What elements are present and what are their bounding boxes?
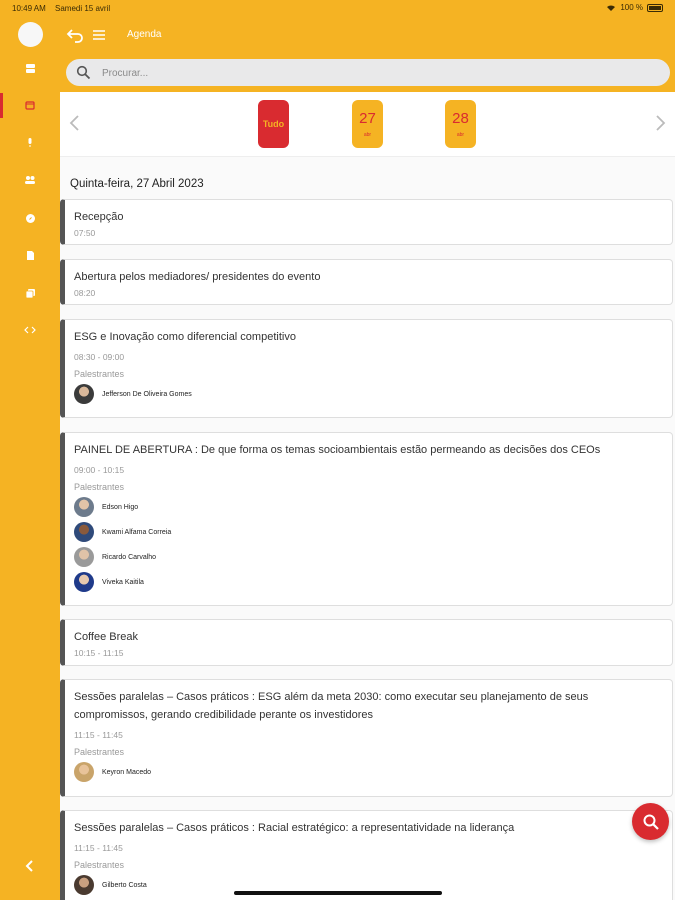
agenda-content [60,92,675,900]
speaker-avatar [74,384,94,404]
app-header [60,16,675,56]
session-time: 08:30 - 09:00 [74,352,125,362]
session-title: Sessões paralelas – Casos práticos : Racial estratégico: a representatividade na liderança [74,822,515,834]
stack-icon [25,63,36,74]
speaker-name: Jefferson De Oliveira Gomes [102,390,192,398]
speaker-avatar [74,497,94,517]
date-chip-number: 28 [452,109,469,127]
date-chip-all[interactable]: Tudo [258,100,289,148]
speaker-name: Keyron Macedo [102,768,152,776]
sidebar [0,16,60,900]
speaker-item[interactable] [74,762,663,782]
session-time: 07:50 [74,228,96,238]
status-date: Samedi 15 avril [55,4,111,13]
speaker-name: Gilberto Costa [102,881,147,889]
date-chip-month: abr [363,131,372,138]
chevron-left-icon [68,114,82,132]
session-title: PAINEL DE ABERTURA : De que forma os temas socioambientais estão permeando as decisões dos CEOs [74,444,601,456]
speakers-label: Palestrantes [74,747,125,757]
people-icon [24,175,36,185]
back-button[interactable] [66,26,84,44]
battery-percent: 100 % [620,3,643,12]
status-time: 10:49 AM [12,4,46,13]
avatar[interactable] [18,22,43,47]
battery-icon [647,4,663,12]
back-icon [66,26,84,44]
speaker-avatar [74,875,94,895]
speaker-avatar [74,547,94,567]
speaker-avatar [74,522,94,542]
session-title: Coffee Break [74,631,139,643]
session-card[interactable] [60,432,673,606]
session-time: 09:00 - 10:15 [74,465,125,475]
date-chip-number: 27 [359,109,376,127]
date-chip-month: abr [456,131,465,138]
date-chip-27[interactable] [352,100,383,148]
date-selector [60,92,675,157]
sidebar-item-compass[interactable] [22,210,38,226]
speaker-avatar [74,762,94,782]
speaker-item[interactable] [74,572,663,592]
wifi-icon [606,4,616,12]
code-icon [24,326,36,334]
page-title: Agenda [127,29,162,40]
session-time: 11:15 - 11:45 [74,730,123,740]
day-heading: Quinta-feira, 27 Abril 2023 [70,178,204,190]
menu-icon [92,29,106,41]
sidebar-item-stack[interactable] [22,60,38,76]
chevron-right-icon [653,114,667,132]
speaker-name: Kwami Alfama Correia [102,528,172,536]
chevron-left-icon [22,858,38,874]
prev-date-button[interactable] [68,114,82,132]
speaker-item[interactable] [74,547,663,567]
compass-icon [25,213,36,224]
sidebar-item-notes[interactable] [22,285,38,301]
speaker-name: Viveka Kaitila [102,578,144,586]
session-title: Abertura pelos mediadores/ presidentes do evento [74,271,321,283]
session-card[interactable] [60,810,673,900]
session-time: 10:15 - 11:15 [74,648,124,658]
sidebar-item-code[interactable] [22,322,38,338]
session-title: ESG e Inovação como diferencial competitivo [74,331,296,343]
speakers-label: Palestrantes [74,482,125,492]
session-title: Recepção [74,211,124,223]
speaker-item[interactable] [74,384,663,404]
search-bar[interactable] [66,59,670,86]
speaker-avatar [74,572,94,592]
floating-search-button[interactable] [632,803,669,840]
session-card[interactable] [60,679,673,797]
sidebar-item-people[interactable] [22,172,38,188]
speakers-label: Palestrantes [74,369,125,379]
calendar-icon [25,100,35,110]
home-indicator[interactable] [234,891,442,895]
speaker-item[interactable] [74,497,663,517]
speaker-item[interactable] [74,522,663,542]
sidebar-collapse-button[interactable] [22,858,38,874]
status-bar [0,0,675,16]
session-card[interactable] [60,619,673,666]
session-time: 11:15 - 11:45 [74,843,123,853]
session-time: 08:20 [74,288,96,298]
status-right [606,3,663,12]
menu-button[interactable] [92,28,106,40]
speaker-name: Ricardo Carvalho [102,553,157,561]
sidebar-active-indicator [0,93,3,118]
search-input[interactable] [100,63,654,84]
sidebar-item-document[interactable] [22,247,38,263]
document-icon [26,250,35,261]
speaker-name: Edson Higo [102,503,139,511]
session-title: Sessões paralelas – Casos práticos : ESG além da meta 2030: como executar seu planejamento de seus compromissos, gerando credibilidade perante os investidores [74,691,589,721]
sidebar-item-microphone[interactable] [22,134,38,150]
next-date-button[interactable] [653,114,667,132]
session-card[interactable] [60,259,673,305]
search-icon [76,65,91,80]
date-chip-28[interactable] [445,100,476,148]
session-card[interactable] [60,199,673,245]
speakers-label: Palestrantes [74,860,125,870]
notes-icon [25,288,36,299]
search-icon [642,813,660,831]
sidebar-item-agenda[interactable] [22,97,38,113]
session-card[interactable] [60,319,673,418]
microphone-icon [26,137,34,148]
